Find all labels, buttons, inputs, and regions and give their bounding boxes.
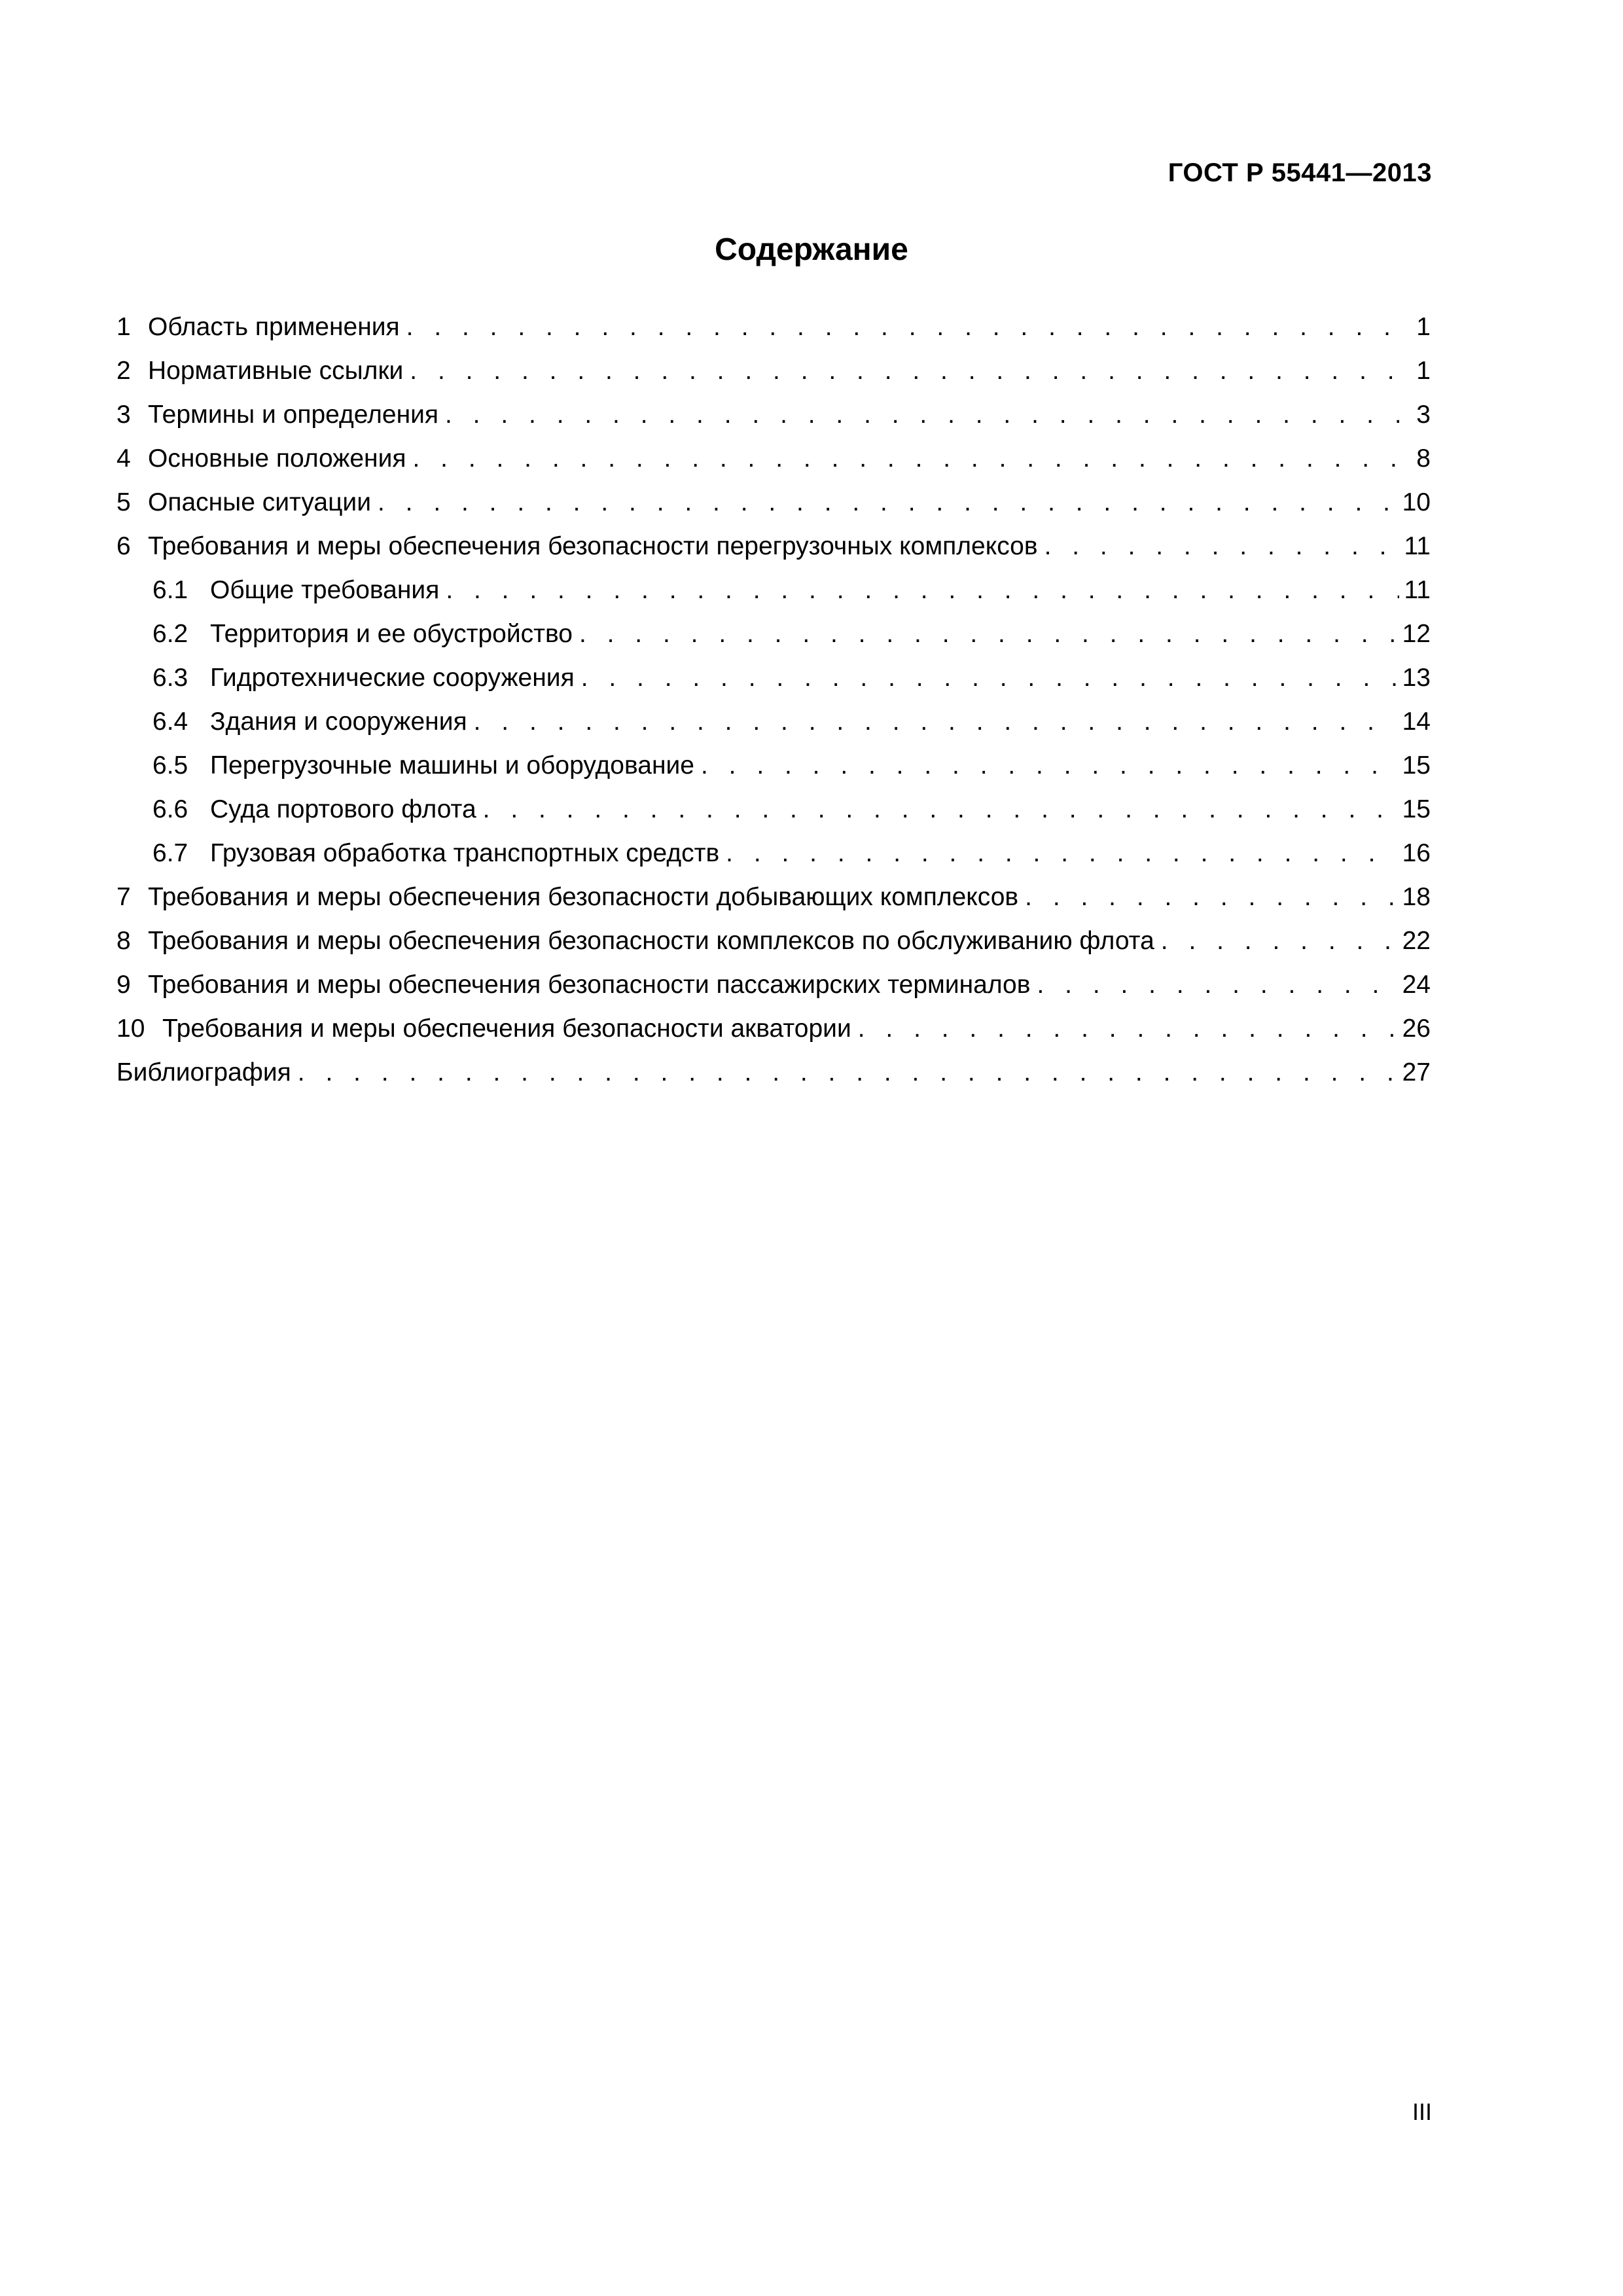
toc-dot-leader xyxy=(400,305,1399,349)
toc-entry-page: 18 xyxy=(1402,883,1431,911)
toc-entry-number: 2 xyxy=(116,357,131,385)
toc-dot-leader xyxy=(467,700,1397,744)
toc-dot-leader xyxy=(439,568,1399,612)
table-of-contents xyxy=(116,305,1431,1094)
toc-entry-6-2 xyxy=(116,612,1431,656)
toc-entry-label: Библиография xyxy=(116,1058,291,1086)
toc-entry-label: Требования и меры обеспечения безопасности добывающих комплексов xyxy=(148,883,1019,911)
toc-entry-page: 11 xyxy=(1404,576,1431,604)
toc-entry-label: Общие требования xyxy=(210,576,440,604)
toc-entry-6 xyxy=(116,524,1431,568)
toc-entry-page: 1 xyxy=(1416,313,1431,341)
toc-entry-4 xyxy=(116,437,1431,480)
toc-entry-number: 1 xyxy=(116,313,131,341)
toc-entry-page: 12 xyxy=(1402,620,1431,648)
toc-entry-3 xyxy=(116,393,1431,437)
toc-entry-number: 4 xyxy=(116,444,131,473)
toc-entry-label: Территория и ее обустройство xyxy=(210,620,573,648)
toc-dot-leader xyxy=(719,831,1397,875)
toc-entry-number: 6.4 xyxy=(152,708,188,736)
toc-dot-leader xyxy=(371,480,1397,524)
toc-entry-label: Опасные ситуации xyxy=(148,488,371,516)
toc-entry-page: 24 xyxy=(1402,971,1431,999)
toc-entry-6-5 xyxy=(116,744,1431,787)
toc-entry-number: 9 xyxy=(116,971,131,999)
toc-entry-number: 3 xyxy=(116,401,131,429)
toc-entry-bibliography xyxy=(116,1050,1431,1094)
toc-entry-page: 1 xyxy=(1416,357,1431,385)
toc-dot-leader xyxy=(851,1007,1397,1050)
toc-entry-label: Требования и меры обеспечения безопасности пассажирских терминалов xyxy=(148,971,1031,999)
toc-dot-leader xyxy=(1154,919,1397,963)
toc-entry-page: 10 xyxy=(1402,488,1431,516)
toc-entry-1 xyxy=(116,305,1431,349)
toc-entry-label: Здания и сооружения xyxy=(210,708,467,736)
toc-entry-label: Перегрузочные машины и оборудование xyxy=(210,751,694,780)
toc-entry-6-6 xyxy=(116,787,1431,831)
document-code: ГОСТ Р 55441—2013 xyxy=(1168,158,1432,187)
toc-entry-10 xyxy=(116,1007,1431,1050)
toc-entry-page: 3 xyxy=(1416,401,1431,429)
toc-entry-number: 6.3 xyxy=(152,664,188,692)
toc-entry-number: 6.2 xyxy=(152,620,188,648)
toc-entry-page: 14 xyxy=(1402,708,1431,736)
toc-entry-page: 27 xyxy=(1402,1058,1431,1086)
toc-dot-leader xyxy=(476,787,1397,831)
toc-entry-label: Нормативные ссылки xyxy=(148,357,404,385)
toc-dot-leader xyxy=(291,1050,1397,1094)
toc-entry-7 xyxy=(116,875,1431,919)
toc-entry-number: 6.7 xyxy=(152,839,188,867)
toc-dot-leader xyxy=(403,349,1399,393)
page-title: Содержание xyxy=(715,232,908,267)
toc-dot-leader xyxy=(694,744,1397,787)
toc-entry-number: 10 xyxy=(116,1014,145,1043)
toc-entry-8 xyxy=(116,919,1431,963)
toc-entry-number: 5 xyxy=(116,488,131,516)
toc-entry-number: 8 xyxy=(116,927,131,955)
toc-dot-leader xyxy=(1038,524,1399,568)
toc-entry-page: 15 xyxy=(1402,751,1431,780)
toc-entry-number: 7 xyxy=(116,883,131,911)
toc-entry-label: Гидротехнические сооружения xyxy=(210,664,575,692)
toc-entry-label: Грузовая обработка транспортных средств xyxy=(210,839,720,867)
toc-dot-leader xyxy=(575,656,1397,700)
toc-entry-number: 6 xyxy=(116,532,131,560)
toc-entry-9 xyxy=(116,963,1431,1007)
toc-entry-6-1 xyxy=(116,568,1431,612)
toc-entry-label: Суда портового флота xyxy=(210,795,476,823)
toc-entry-number: 6.6 xyxy=(152,795,188,823)
toc-entry-2 xyxy=(116,349,1431,393)
toc-entry-page: 22 xyxy=(1402,927,1431,955)
toc-entry-number: 6.1 xyxy=(152,576,188,604)
toc-entry-page: 13 xyxy=(1402,664,1431,692)
toc-dot-leader xyxy=(1018,875,1397,919)
toc-entry-label: Основные положения xyxy=(148,444,406,473)
toc-entry-page: 26 xyxy=(1402,1014,1431,1043)
page-number: III xyxy=(1412,2098,1432,2125)
toc-entry-label: Требования и меры обеспечения безопасности акватории xyxy=(162,1014,851,1043)
toc-entry-6-7 xyxy=(116,831,1431,875)
toc-entry-label: Требования и меры обеспечения безопасности комплексов по обслуживанию флота xyxy=(148,927,1154,955)
toc-entry-number: 6.5 xyxy=(152,751,188,780)
toc-entry-page: 11 xyxy=(1404,532,1431,560)
toc-dot-leader xyxy=(573,612,1397,656)
toc-entry-5 xyxy=(116,480,1431,524)
toc-dot-leader xyxy=(406,437,1400,480)
toc-dot-leader xyxy=(1030,963,1397,1007)
toc-entry-page: 8 xyxy=(1416,444,1431,473)
toc-entry-label: Требования и меры обеспечения безопасности перегрузочных комплексов xyxy=(148,532,1038,560)
toc-entry-label: Область применения xyxy=(148,313,400,341)
toc-entry-page: 16 xyxy=(1402,839,1431,867)
toc-entry-page: 15 xyxy=(1402,795,1431,823)
toc-entry-label: Термины и определения xyxy=(148,401,439,429)
toc-entry-6-4 xyxy=(116,700,1431,744)
toc-entry-6-3 xyxy=(116,656,1431,700)
toc-dot-leader xyxy=(438,393,1399,437)
